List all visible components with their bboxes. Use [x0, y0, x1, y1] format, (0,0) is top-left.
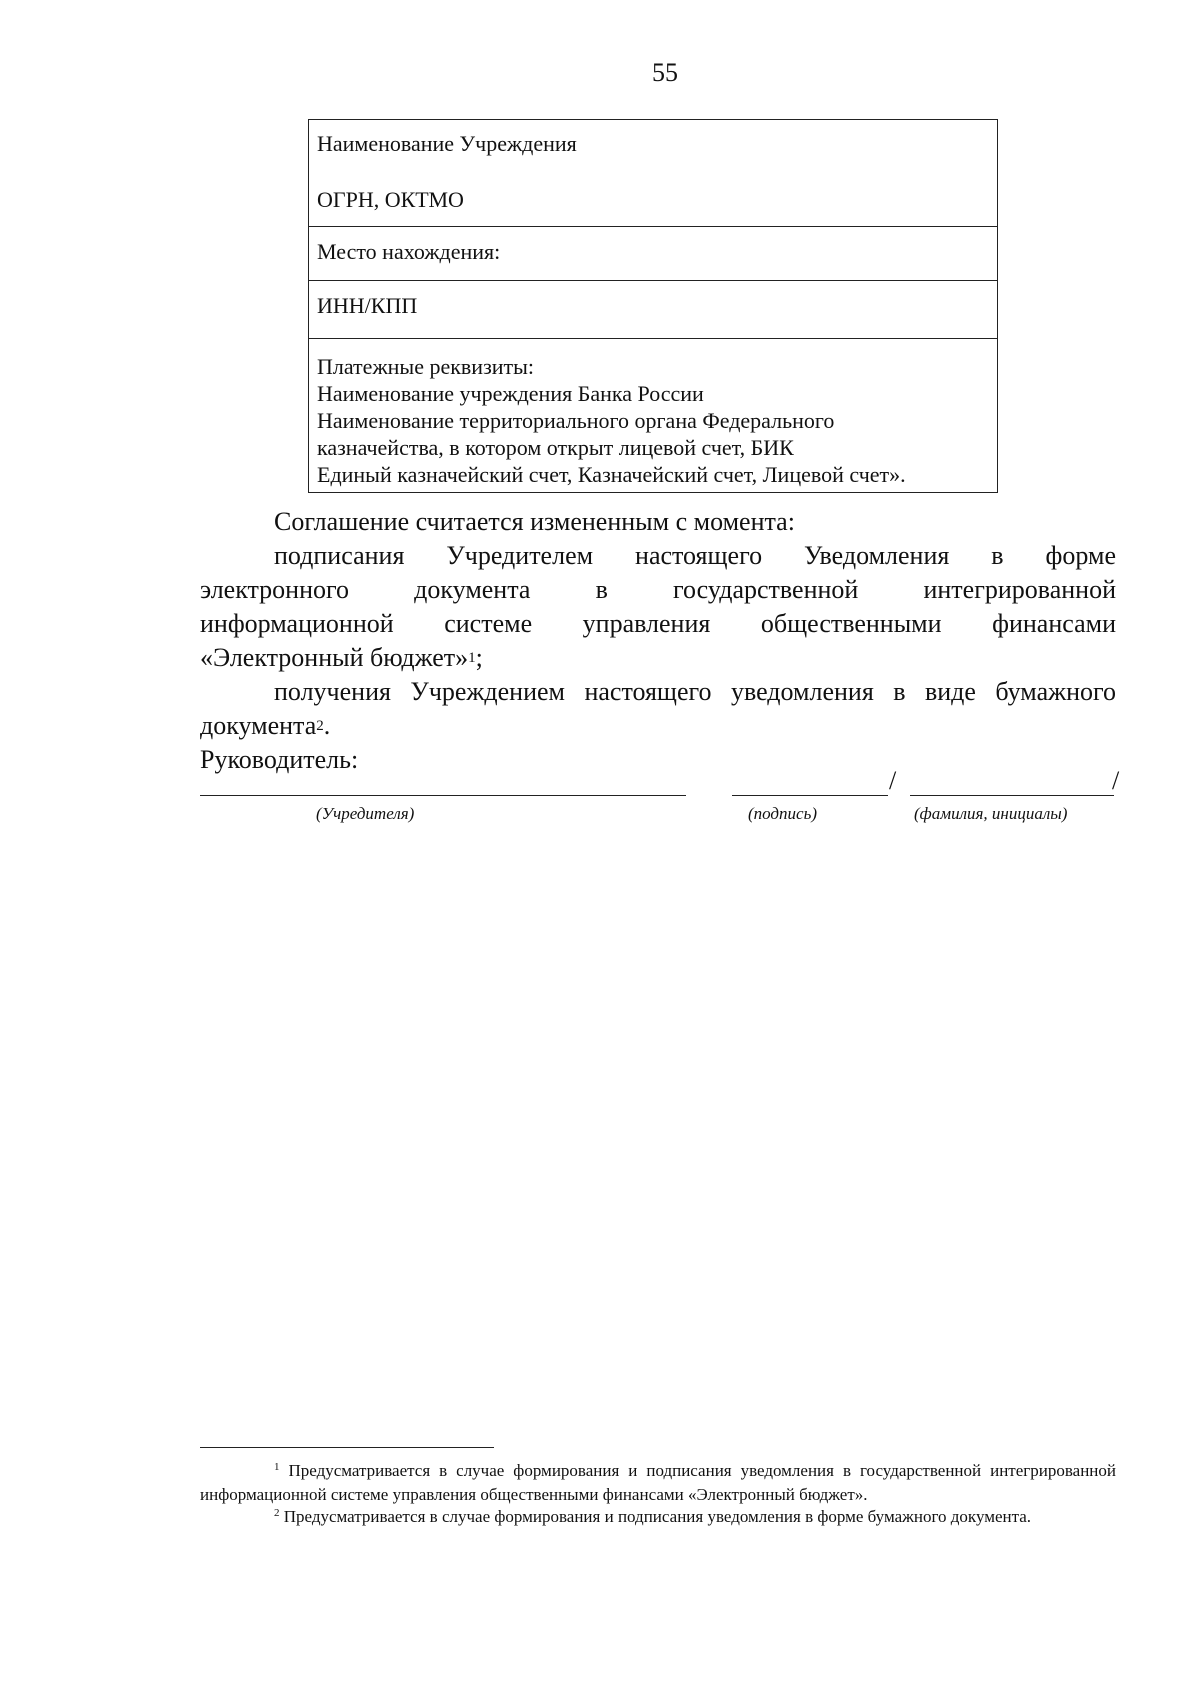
paragraph-amended-from: Соглашение считается измененным с момента:	[274, 507, 795, 536]
institution-name-label: Наименование Учреждения	[317, 131, 577, 156]
payment-line: Единый казначейский счет, Казначейский счет, Лицевой счет».	[317, 462, 906, 487]
footnote-1	[200, 1460, 1116, 1506]
separator-slash: /	[889, 766, 897, 795]
footnotes	[200, 1460, 1116, 1530]
payment-line: Наименование учреждения Банка России	[317, 381, 704, 406]
signature-line	[732, 795, 888, 796]
paragraph-receipt-line: получения Учреждением настоящего уведомления в виде бумажного	[274, 677, 1116, 706]
separator-slash: /	[1112, 766, 1120, 795]
footnote-mark-2: 2	[274, 1507, 280, 1519]
head-label: Руководитель:	[200, 745, 359, 774]
institution-details-box	[308, 119, 998, 493]
name-initials-line	[910, 795, 1114, 796]
payment-details-row	[309, 339, 997, 492]
signature-caption: (подпись)	[748, 804, 817, 823]
paragraph-signing-line: подписания Учредителем настоящего Уведомления в форме	[274, 541, 1116, 570]
paragraph-receipt-line	[200, 709, 1116, 743]
footnote-1-text: Предусматривается в случае формирования и подписания уведомления в государственной интегрированной информационной системе управления общественными финансами «Электронный бюджет».	[200, 1461, 1116, 1504]
footnote-separator	[200, 1447, 494, 1448]
footnote-2	[200, 1506, 1116, 1530]
page-number: 55	[652, 58, 678, 87]
location-label: Место нахождения:	[317, 239, 501, 264]
name-initials-caption: (фамилия, инициалы)	[914, 804, 1068, 823]
founder-signature-line	[200, 795, 686, 796]
payment-line: Наименование территориального органа Федерального	[317, 408, 835, 433]
footnote-ref-2: 2	[316, 718, 324, 734]
inn-kpp-label: ИНН/КПП	[317, 293, 418, 318]
footnote-2-text: Предусматривается в случае формирования и подписания уведомления в форме бумажного документа.	[283, 1507, 1032, 1526]
electronic-budget-text: «Электронный бюджет»	[200, 643, 469, 672]
ogrn-oktmo-label: ОГРН, ОКТМО	[317, 187, 464, 212]
paragraph-signing-line: электронного документа в государственной интегрированной	[200, 575, 1116, 604]
footnote-ref-1: 1	[468, 650, 476, 666]
inn-kpp-row	[309, 281, 997, 339]
location-row	[309, 227, 997, 281]
payment-line: Платежные реквизиты:	[317, 354, 535, 379]
punctuation: .	[323, 711, 331, 740]
institution-name-row	[309, 120, 997, 227]
footnote-mark-1: 1	[274, 1461, 280, 1473]
founder-caption: (Учредителя)	[316, 804, 415, 823]
punctuation: ;	[475, 643, 483, 672]
document-word: документа	[200, 711, 317, 740]
agreement-text	[200, 505, 1116, 777]
payment-line: казначейства, в котором открыт лицевой счет, БИК	[317, 435, 794, 460]
paragraph-signing-line: информационной системе управления общественными финансами	[200, 609, 1116, 638]
paragraph-signing-line	[200, 641, 1116, 675]
